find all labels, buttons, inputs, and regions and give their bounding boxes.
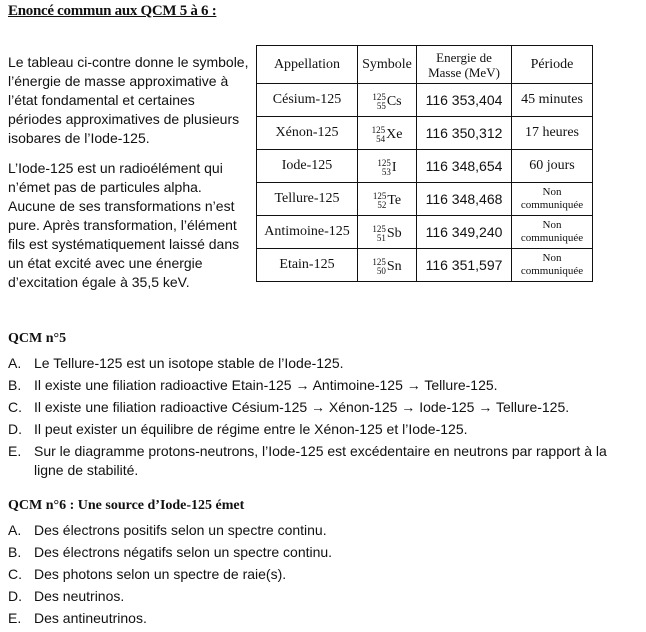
mass-number: 125 bbox=[372, 257, 386, 267]
cell-appellation: Césium-125 bbox=[257, 84, 358, 117]
cell-periode: Non communiquée bbox=[512, 183, 593, 216]
cell-appellation: Iode-125 bbox=[257, 150, 358, 183]
nuclide-symbol bbox=[372, 126, 403, 144]
option-letter: E. bbox=[8, 610, 22, 626]
intro-paragraph-2: L’Iode-125 est un radioélément qui n’émet pas de particules alpha. Aucune de ses transformations n’est pure. Après transformation, l’élément fils est systématiquement laissé dans un état excité avec une énergie d’excitation égale à 35,5 keV. bbox=[8, 160, 240, 290]
cell-symbole bbox=[358, 216, 417, 249]
qcm5-title: QCM n°5 bbox=[8, 331, 67, 346]
cell-appellation: Etain-125 bbox=[257, 249, 358, 282]
option-letter: E. bbox=[8, 443, 22, 459]
list-item bbox=[8, 521, 608, 540]
cell-symbole bbox=[358, 249, 417, 282]
option-letter: C. bbox=[8, 399, 22, 415]
option-text: Des électrons négatifs selon un spectre continu. bbox=[34, 544, 333, 560]
element-symbol: Sb bbox=[386, 226, 402, 241]
element-symbol: Xe bbox=[386, 127, 403, 142]
header-symbole: Symbole bbox=[358, 46, 417, 84]
option-text: Il existe une filiation radioactive Césium-125 → Xénon-125 → Iode-125 → Tellure-125. bbox=[34, 399, 570, 415]
list-item bbox=[8, 609, 608, 628]
nuclide-symbol bbox=[372, 258, 401, 276]
section-heading: Enoncé commun aux QCM 5 à 6 : bbox=[8, 3, 217, 19]
atomic-number: 54 bbox=[376, 134, 386, 144]
cell-energie: 116 351,597 bbox=[417, 249, 512, 282]
qcm5-options bbox=[8, 354, 608, 483]
atomic-number: 51 bbox=[376, 233, 386, 243]
table-row bbox=[257, 150, 593, 183]
mass-number: 125 bbox=[377, 158, 391, 168]
header-energie: Energie de Masse (MeV) bbox=[417, 46, 512, 84]
option-text: Des antineutrinos. bbox=[34, 610, 147, 626]
cell-periode: 60 jours bbox=[512, 150, 593, 183]
cell-energie: 116 350,312 bbox=[417, 117, 512, 150]
table-row bbox=[257, 216, 593, 249]
isobar-table bbox=[256, 45, 593, 282]
table-row bbox=[257, 249, 593, 282]
atomic-number: 53 bbox=[381, 167, 391, 177]
cell-symbole bbox=[358, 183, 417, 216]
table-row bbox=[257, 84, 593, 117]
cell-energie: 116 353,404 bbox=[417, 84, 512, 117]
qcm6-title: QCM n°6 : Une source d’Iode-125 émet bbox=[8, 498, 245, 513]
element-symbol: I bbox=[391, 160, 397, 175]
cell-periode: Non communiquée bbox=[512, 216, 593, 249]
list-item bbox=[8, 543, 608, 562]
option-text: Des neutrinos. bbox=[34, 588, 125, 604]
intro-paragraph-1: Le tableau ci-contre donne le symbole, l’énergie de masse approximative à l’état fondamental et certaines périodes approximatives de plusieurs isobares de l’Iode-125. bbox=[8, 54, 249, 146]
cell-appellation: Tellure-125 bbox=[257, 183, 358, 216]
atomic-number: 52 bbox=[377, 200, 387, 210]
cell-appellation: Antimoine-125 bbox=[257, 216, 358, 249]
mass-number: 125 bbox=[372, 92, 386, 102]
mass-number: 125 bbox=[372, 224, 386, 234]
header-periode: Période bbox=[512, 46, 593, 84]
cell-symbole bbox=[358, 117, 417, 150]
cell-symbole bbox=[358, 150, 417, 183]
option-text: Il peut exister un équilibre de régime entre le Xénon-125 et l’Iode-125. bbox=[34, 421, 468, 437]
option-letter: D. bbox=[8, 588, 22, 604]
table-row bbox=[257, 183, 593, 216]
mass-number: 125 bbox=[372, 191, 387, 201]
table-header-row bbox=[257, 46, 593, 84]
option-text: Le Tellure-125 est un isotope stable de l’Iode-125. bbox=[34, 355, 344, 371]
option-letter: B. bbox=[8, 544, 22, 560]
option-letter: A. bbox=[8, 522, 22, 538]
list-item bbox=[8, 398, 608, 417]
option-text: Sur le diagramme protons-neutrons, l’Iode-125 est excédentaire en neutrons par rapport à la ligne de stabilité. bbox=[34, 443, 607, 478]
option-text: Il existe une filiation radioactive Etain-125 → Antimoine-125 → Tellure-125. bbox=[34, 377, 498, 393]
list-item bbox=[8, 354, 608, 373]
list-item bbox=[8, 442, 608, 480]
atomic-number: 50 bbox=[376, 266, 386, 276]
list-item bbox=[8, 376, 608, 395]
nuclide-symbol bbox=[372, 225, 401, 243]
cell-energie: 116 349,240 bbox=[417, 216, 512, 249]
qcm6-options bbox=[8, 521, 608, 631]
option-letter: C. bbox=[8, 566, 22, 582]
mass-number: 125 bbox=[371, 125, 386, 135]
list-item bbox=[8, 420, 608, 439]
element-symbol: Te bbox=[387, 193, 402, 208]
cell-periode: 17 heures bbox=[512, 117, 593, 150]
cell-periode: 45 minutes bbox=[512, 84, 593, 117]
atomic-number: 55 bbox=[376, 101, 386, 111]
cell-appellation: Xénon-125 bbox=[257, 117, 358, 150]
option-letter: A. bbox=[8, 355, 22, 371]
option-text: Des photons selon un spectre de raie(s). bbox=[34, 566, 287, 582]
nuclide-symbol bbox=[373, 192, 401, 210]
option-text: Des électrons positifs selon un spectre continu. bbox=[34, 522, 327, 538]
cell-symbole bbox=[358, 84, 417, 117]
option-letter: D. bbox=[8, 421, 22, 437]
intro-text bbox=[8, 53, 250, 303]
nuclide-symbol bbox=[377, 159, 396, 177]
nuclide-symbol bbox=[372, 93, 401, 111]
list-item bbox=[8, 587, 608, 606]
cell-energie: 116 348,654 bbox=[417, 150, 512, 183]
header-appellation: Appellation bbox=[257, 46, 358, 84]
element-symbol: Sn bbox=[386, 259, 402, 274]
cell-periode: Non communiquée bbox=[512, 249, 593, 282]
element-symbol: Cs bbox=[386, 94, 402, 109]
list-item bbox=[8, 565, 608, 584]
cell-energie: 116 348,468 bbox=[417, 183, 512, 216]
option-letter: B. bbox=[8, 377, 22, 393]
table-row bbox=[257, 117, 593, 150]
